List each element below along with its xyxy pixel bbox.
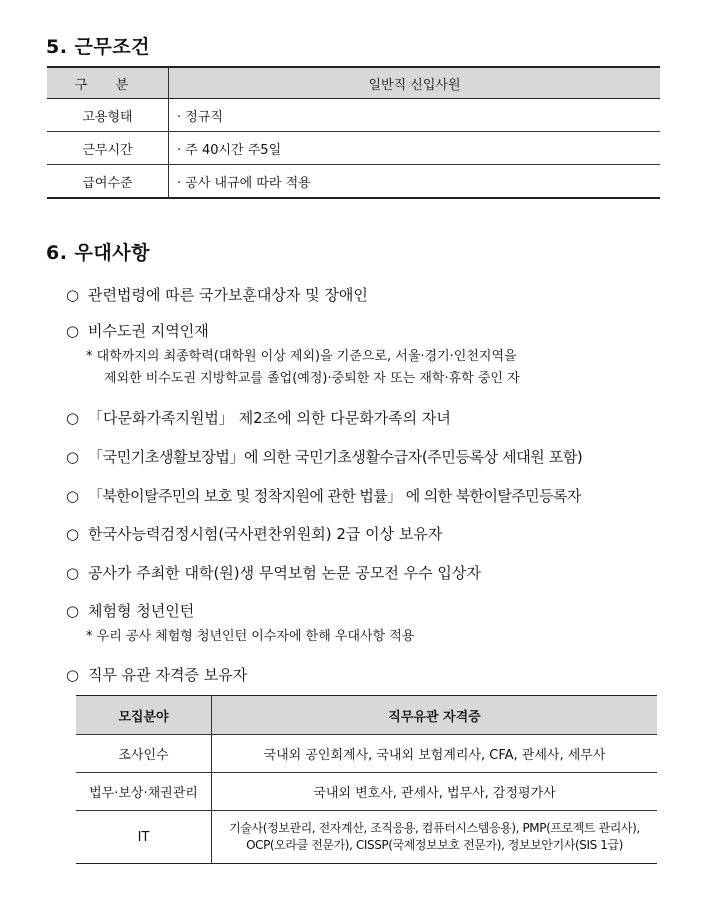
list-item: ○ 「북한이탈주민의 보호 및 정착지원에 관한 법률」 에 의한 북한이탈주민등록자: [66, 487, 581, 505]
list-item: ○ 체험형 청년인턴: [66, 602, 195, 620]
list-note: 제외한 비수도권 지방학교를 졸업(예정)·중퇴한 자 또는 재학·휴학 중인 자: [104, 371, 520, 386]
table-cell: IT: [76, 811, 212, 864]
table-cell: [212, 811, 658, 864]
list-item: ○ 비수도권 지역인재: [66, 322, 209, 340]
cert-line: OCP(오라클 전문가), CISSP(국제정보보호 전문가), 정보보안기사(SIS 1급): [246, 838, 623, 852]
bullet-icon: ○: [66, 409, 80, 427]
table-cell: 고용형태: [47, 99, 169, 132]
table-row: [76, 773, 657, 811]
table-cell: · 공사 내규에 따라 적용: [169, 165, 661, 199]
table-cell: 조사인수: [76, 735, 212, 773]
table-row: [47, 165, 660, 199]
list-item: ○ 공사가 주최한 대학(원)생 무역보험 논문 공모전 우수 입상자: [66, 564, 481, 582]
section6-title: 6. 우대사항: [46, 242, 150, 264]
table-row: [47, 99, 660, 132]
cert-line: 기술사(정보관리, 전자계산, 조직응용, 컴퓨터시스템응용), PMP(프로젝트 관리사),: [229, 821, 640, 835]
table-header-cell: 모집분야: [76, 696, 212, 735]
list-item: ○ 「국민기초생활보장법」에 의한 국민기초생활수급자(주민등록상 세대원 포함): [66, 448, 583, 466]
table-row: [76, 735, 657, 773]
bullet-icon: ○: [66, 602, 80, 620]
bullet-icon: ○: [66, 525, 80, 543]
table-cell: · 주 40시간 주5일: [169, 132, 661, 165]
table-header-cell: 일반직 신입사원: [169, 67, 661, 99]
bullet-icon: ○: [66, 487, 80, 505]
table-header-cell: 구 분: [47, 67, 169, 99]
bullet-icon: ○: [66, 286, 80, 304]
bullet-icon: ○: [66, 666, 80, 684]
bullet-icon: ○: [66, 448, 80, 466]
table-cell: 국내외 변호사, 관세사, 법무사, 감정평가사: [212, 773, 658, 811]
table-cell: 법무·보상·채권관리: [76, 773, 212, 811]
list-item: ○ 관련법령에 따른 국가보훈대상자 및 장애인: [66, 286, 368, 304]
bullet-icon: ○: [66, 564, 80, 582]
table-cell: 근무시간: [47, 132, 169, 165]
list-item: ○ 직무 유관 자격증 보유자: [66, 666, 248, 684]
list-item: ○ 한국사능력검정시험(국사편찬위원회) 2급 이상 보유자: [66, 525, 443, 543]
list-item: ○ 「다문화가족지원법」 제2조에 의한 다문화가족의 자녀: [66, 409, 451, 427]
table-row: [76, 811, 657, 864]
table-header-row: [47, 67, 660, 99]
section5-title: 5. 근무조건: [46, 36, 150, 58]
table-header-row: [76, 696, 657, 735]
certificates-table: [76, 695, 657, 864]
table-cell: 급여수준: [47, 165, 169, 199]
table-cell: · 정규직: [169, 99, 661, 132]
list-note: * 우리 공사 체험형 청년인턴 이수자에 한해 우대사항 적용: [86, 629, 415, 644]
table-header-cell: 직무유관 자격증: [212, 696, 658, 735]
bullet-icon: ○: [66, 322, 80, 340]
table-cell: 국내외 공인회계사, 국내외 보험계리사, CFA, 관세사, 세무사: [212, 735, 658, 773]
work-conditions-table: [47, 66, 660, 199]
table-row: [47, 132, 660, 165]
list-note: * 대학까지의 최종학력(대학원 이상 제외)을 기준으로, 서울·경기·인천지역을: [86, 349, 517, 364]
